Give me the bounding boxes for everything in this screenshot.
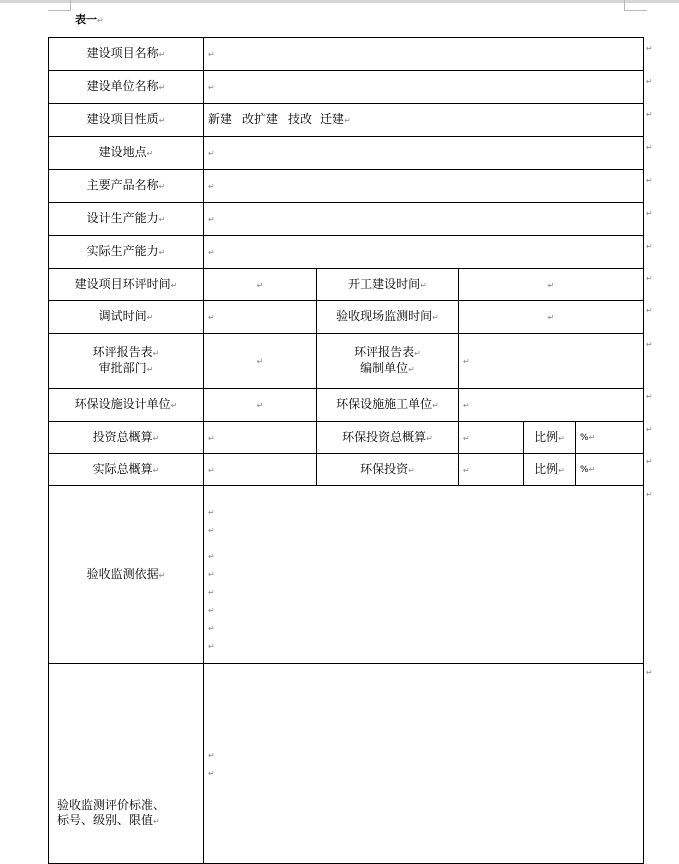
paragraph-mark-icon: ↵ [97, 16, 104, 25]
field-monitor-basis[interactable]: ↵ ↵ ↵ ↵ ↵ ↵ ↵ ↵ [204, 486, 644, 664]
field-approval-dept[interactable]: ↵ [204, 334, 317, 389]
label-monitor-time: 验收现场监测时间↵ [317, 301, 459, 334]
table-row [49, 486, 644, 664]
row-end-mark-icon: ↵ [646, 668, 653, 677]
label-ratio-actual: 比例↵ [524, 454, 576, 486]
table-row [49, 664, 644, 864]
label-monitor-basis: 验收监测依据↵ [49, 486, 204, 664]
table-row [49, 71, 644, 104]
table-row [49, 104, 644, 137]
field-invest-total[interactable]: ↵ [204, 422, 317, 454]
row-end-mark-icon: ↵ [646, 306, 653, 315]
row-end-mark-icon: ↵ [646, 425, 653, 434]
label-env-invest: 环保投资↵ [317, 454, 459, 486]
label-env-build-unit: 环保设施施工单位↵ [317, 389, 459, 422]
label-project-name: 建设项目名称↵ [49, 38, 204, 71]
table-row [49, 422, 644, 454]
field-actual-capacity[interactable]: ↵ [204, 236, 644, 269]
label-start-time: 开工建设时间↵ [317, 269, 459, 301]
caption-text: 表一 [75, 13, 97, 26]
row-end-mark-icon: ↵ [646, 457, 653, 466]
row-end-mark-icon: ↵ [646, 209, 653, 218]
table-row [49, 137, 644, 170]
table-caption [75, 11, 104, 27]
field-ratio[interactable]: %↵ [576, 422, 644, 454]
option-tech[interactable]: 技改 [288, 112, 313, 126]
label-env-design-unit: 环保设施设计单位↵ [49, 389, 204, 422]
project-info-table [48, 37, 644, 864]
label-product: 主要产品名称↵ [49, 170, 204, 203]
table-row [49, 389, 644, 422]
table-row [49, 170, 644, 203]
label-invest-total: 投资总概算↵ [49, 422, 204, 454]
row-end-mark-icon: ↵ [646, 77, 653, 86]
field-unit-name[interactable]: ↵ [204, 71, 644, 104]
table-row [49, 203, 644, 236]
label-ratio: 比例↵ [524, 422, 576, 454]
field-ratio-actual[interactable]: %↵ [576, 454, 644, 486]
row-end-mark-icon: ↵ [646, 392, 653, 401]
field-env-build-unit[interactable]: ↵ [459, 389, 644, 422]
row-end-mark-icon: ↵ [646, 110, 653, 119]
page-top-edge [0, 0, 679, 3]
field-env-invest[interactable]: ↵ [459, 454, 524, 486]
field-location[interactable]: ↵ [204, 137, 644, 170]
field-report-unit[interactable]: ↵ [459, 334, 644, 389]
table-row [49, 454, 644, 486]
field-product[interactable]: ↵ [204, 170, 644, 203]
margin-corner-left [48, 0, 71, 11]
row-end-mark-icon: ↵ [646, 242, 653, 251]
label-report-unit: 环评报告表↵ 编制单位↵ [317, 334, 459, 389]
field-design-capacity[interactable]: ↵ [204, 203, 644, 236]
label-eia-time: 建设项目环评时间↵ [49, 269, 204, 301]
label-actual-capacity: 实际生产能力↵ [49, 236, 204, 269]
row-end-mark-icon: ↵ [646, 274, 653, 283]
row-end-mark-icon: ↵ [646, 44, 653, 53]
field-standard[interactable]: ↵ ↵ [204, 664, 644, 864]
field-start-time[interactable]: ↵ [459, 269, 644, 301]
field-env-invest-total[interactable]: ↵ [459, 422, 524, 454]
option-relocate[interactable]: 迁建 [320, 112, 345, 126]
row-end-mark-icon: ↵ [646, 143, 653, 152]
field-monitor-time[interactable]: ↵ [459, 301, 644, 334]
field-env-design-unit[interactable]: ↵ [204, 389, 317, 422]
margin-corner-right [624, 0, 647, 11]
label-approval-dept: 环评报告表↵ 审批部门↵ [49, 334, 204, 389]
label-actual-invest: 实际总概算↵ [49, 454, 204, 486]
field-actual-invest[interactable]: ↵ [204, 454, 317, 486]
label-project-nature: 建设项目性质↵ [49, 104, 204, 137]
option-expand[interactable]: 改扩建 [242, 112, 279, 126]
label-unit-name: 建设单位名称↵ [49, 71, 204, 104]
row-end-mark-icon: ↵ [646, 490, 653, 499]
field-project-name[interactable]: ↵ [204, 38, 644, 71]
label-env-invest-total: 环保投资总概算↵ [317, 422, 459, 454]
table-row [49, 301, 644, 334]
label-debug-time: 调试时间↵ [49, 301, 204, 334]
table-row [49, 269, 644, 301]
field-project-nature[interactable]: 新建 改扩建 技改 迁建↵ [204, 104, 644, 137]
row-end-mark-icon: ↵ [646, 340, 653, 349]
field-debug-time[interactable]: ↵ [204, 301, 317, 334]
label-location: 建设地点↵ [49, 137, 204, 170]
table-row [49, 236, 644, 269]
label-design-capacity: 设计生产能力↵ [49, 203, 204, 236]
option-new[interactable]: 新建 [208, 112, 233, 126]
field-eia-time[interactable]: ↵ [204, 269, 317, 301]
row-end-mark-icon: ↵ [646, 176, 653, 185]
table-row [49, 38, 644, 71]
label-standard: 验收监测评价标准、 标号、级别、限值↵ [49, 664, 204, 864]
table-row [49, 334, 644, 389]
